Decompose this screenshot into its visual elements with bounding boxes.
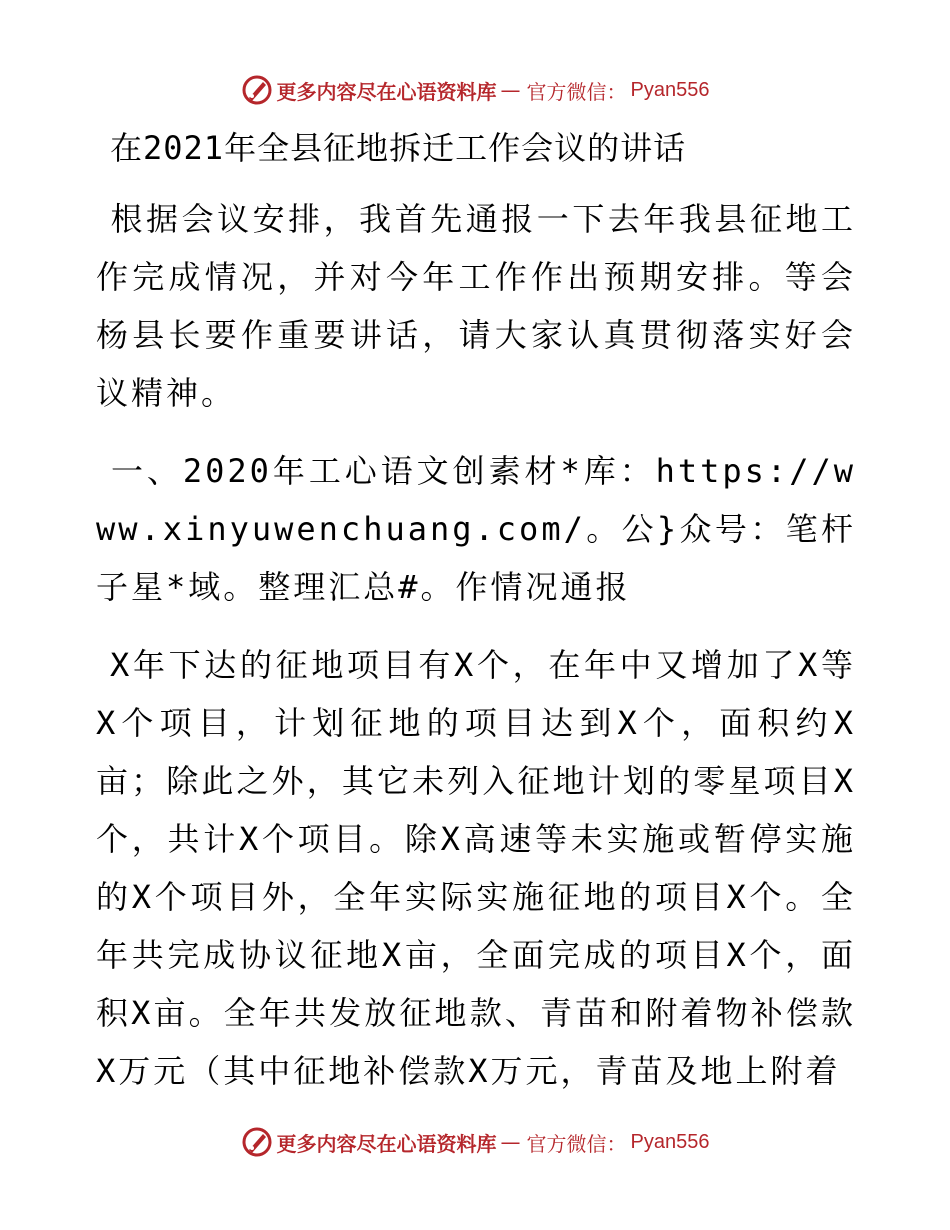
paragraph [96, 190, 856, 422]
paragraph-text: X年下达的征地项目有X个，在年中又增加了X等X个项目，计划征地的项目达到X个，面积约X亩；除此之外，其它未列入征地计划的零星项目X个，共计X个项目。除X高速等未实施或暂停实施的X个项目外，全年实际实施征地的项目X个。全年共完成协议征地X亩，全面完成的项目X个，面积X亩。全年共发放征地款、青苗和附着物补偿款X万元（其中征地补偿款X万元，青苗及地上附着 [96, 646, 856, 1090]
document-body [96, 120, 856, 1120]
watermark-dash: — [500, 78, 521, 102]
pen-seal-icon [241, 1126, 273, 1158]
pen-seal-icon [241, 74, 273, 106]
watermark-label: 官方微信： [526, 1131, 627, 1156]
watermark-label: 官方微信： [526, 79, 627, 104]
watermark-text: 更多内容尽在心语资料库 [276, 1131, 497, 1156]
watermark-wechat-id: Pyan556 [630, 1130, 710, 1153]
footer-watermark [0, 1122, 950, 1162]
paragraph [96, 636, 856, 1100]
watermark-dash: — [500, 1130, 521, 1154]
header-watermark [0, 70, 950, 110]
paragraph-text: 一、2020年工心语文创素材*库：https://www.xinyuwenchuang.com/。公}众号：笔杆子星*域。整理汇总#。作情况通报 [96, 452, 856, 606]
watermark-wechat-id: Pyan556 [630, 78, 710, 101]
watermark-text: 更多内容尽在心语资料库 [276, 79, 497, 104]
paragraph [96, 442, 856, 616]
document-title: 在2021年全县征地拆迁工作会议的讲话 [110, 129, 687, 167]
paragraph-text: 根据会议安排，我首先通报一下去年我县征地工作完成情况，并对今年工作作出预期安排。等会杨县长要作重要讲话，请大家认真贯彻落实好会议精神。 [96, 200, 856, 412]
